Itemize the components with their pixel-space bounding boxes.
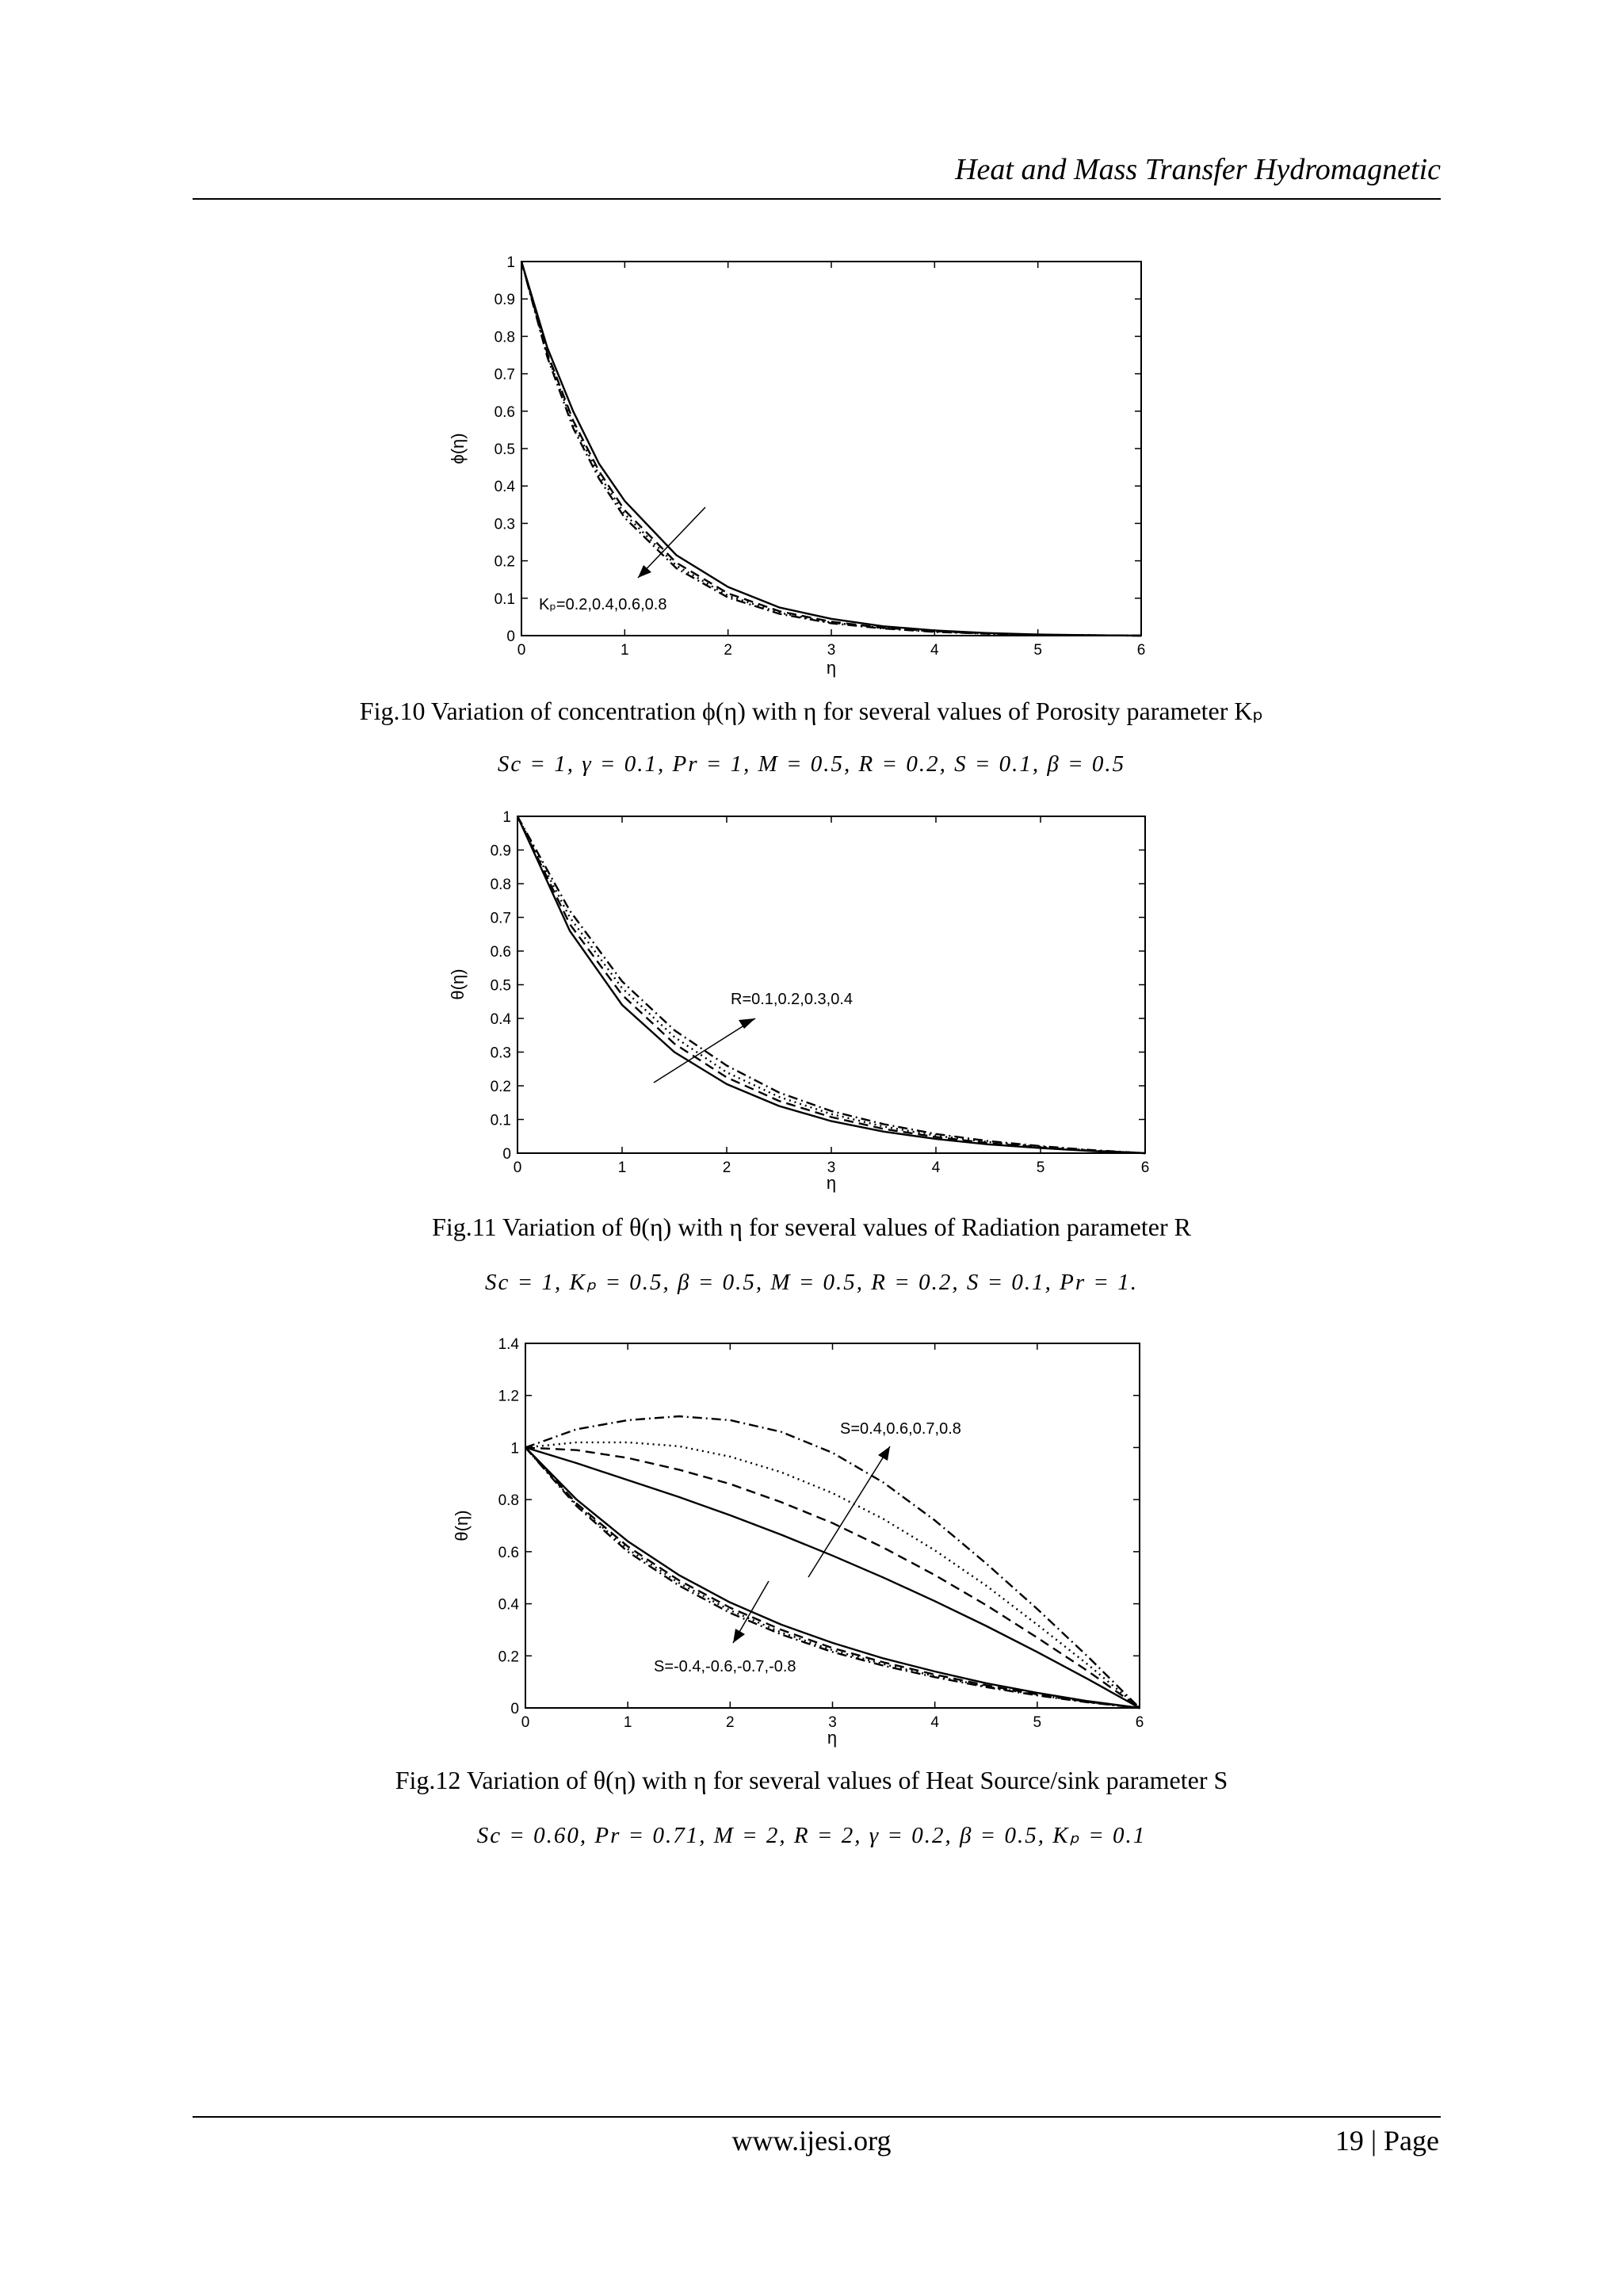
y-tick-label: 0.7 — [494, 366, 515, 384]
y-tick-label: 1.2 — [498, 1388, 519, 1405]
footer-url: www.ijesi.org — [731, 2125, 892, 2157]
x-tick-label: 2 — [724, 642, 732, 659]
y-tick-label: 0.4 — [498, 1596, 519, 1614]
x-tick-label: 5 — [1033, 642, 1042, 659]
x-tick-label: 5 — [1036, 1159, 1045, 1176]
series-line-4 — [517, 816, 1145, 1153]
arrow-head — [878, 1446, 890, 1461]
y-tick-label: 0.8 — [498, 1492, 519, 1510]
x-tick-label: 4 — [930, 1714, 939, 1731]
x-tick-label: 3 — [827, 642, 836, 659]
caption-fig12: Fig.12 Variation of θ(η) with η for several values of Heat Source/sink parameter S — [395, 1766, 1228, 1794]
y-tick-label: 1 — [510, 1440, 519, 1457]
series-line-2 — [521, 262, 1141, 636]
y-tick-label: 0.1 — [494, 590, 515, 608]
arrow-head — [733, 1629, 745, 1643]
y-tick-label: 0.9 — [494, 292, 515, 309]
x-tick-label: 0 — [517, 642, 526, 659]
y-tick-label: 0 — [506, 628, 515, 645]
caption-fig11: Fig.11 Variation of θ(η) with η for several values of Radiation parameter R — [432, 1213, 1191, 1241]
plot-frame — [517, 816, 1145, 1153]
x-tick-label: 1 — [621, 642, 629, 659]
y-tick-label: 0.7 — [490, 910, 511, 927]
y-tick-label: 0.8 — [494, 329, 515, 346]
y-tick-label: 0.2 — [498, 1648, 519, 1666]
y-tick-label: 0.4 — [494, 479, 515, 496]
y-axis-label: θ(η) — [448, 968, 468, 1000]
x-tick-label: 1 — [617, 1159, 627, 1176]
series-line-4 — [525, 1416, 1140, 1708]
y-tick-label: 0.4 — [490, 1011, 511, 1028]
x-axis-label: η — [826, 658, 837, 678]
x-tick-label: 3 — [827, 1159, 836, 1176]
footer-page: 19 | Page — [1335, 2125, 1439, 2157]
y-tick-label: 0.3 — [490, 1045, 511, 1062]
y-tick-label: 0.5 — [494, 441, 515, 458]
x-tick-label: 5 — [1033, 1714, 1042, 1731]
chart-fig12 — [444, 1328, 1189, 1752]
series-line-3 — [517, 816, 1145, 1153]
x-tick-label: 2 — [722, 1159, 731, 1176]
series-line-4 — [521, 262, 1141, 636]
x-axis-label: η — [826, 1173, 837, 1193]
x-tick-label: 0 — [513, 1159, 522, 1176]
series-line-5 — [525, 1447, 1140, 1708]
y-tick-label: 0.6 — [498, 1544, 519, 1561]
caption-fig10: Fig.10 Variation of concentration ϕ(η) with η for several values of Porosity parameter Kₚ — [359, 697, 1264, 725]
annotation-r: R=0.1,0.2,0.3,0.4 — [731, 991, 854, 1008]
x-tick-label: 3 — [828, 1714, 837, 1731]
series-line-6 — [525, 1447, 1140, 1708]
y-tick-label: 1 — [502, 809, 511, 826]
x-tick-label: 1 — [623, 1714, 632, 1731]
x-tick-label: 6 — [1135, 1714, 1144, 1731]
y-tick-label: 0.6 — [494, 403, 515, 421]
running-header: Heat and Mass Transfer Hydromagnetic — [955, 153, 1441, 186]
series-line-8 — [525, 1447, 1140, 1708]
header-rule — [193, 198, 1441, 200]
y-tick-label: 0.1 — [490, 1112, 511, 1129]
chart-fig10 — [444, 250, 1189, 690]
direction-arrow-positive — [808, 1446, 890, 1577]
params-fig12: Sc = 0.60, Pr = 0.71, M = 2, R = 2, γ = 0.2, β = 0.5, Kₚ = 0.1 — [476, 1823, 1147, 1848]
y-tick-label: 0.8 — [490, 877, 511, 893]
y-tick-label: 0.5 — [490, 977, 511, 995]
series-line-7 — [525, 1447, 1140, 1708]
annotation-s-negative: S=-0.4,-0.6,-0.7,-0.8 — [654, 1658, 796, 1675]
x-tick-label: 6 — [1136, 642, 1146, 659]
series-line-1 — [521, 262, 1141, 636]
y-axis-label: ϕ(η) — [448, 433, 468, 464]
params-fig11: Sc = 1, Kₚ = 0.5, β = 0.5, M = 0.5, R = 0.2, S = 0.1, Pr = 1. — [485, 1270, 1138, 1295]
x-tick-label: 2 — [726, 1714, 735, 1731]
y-tick-label: 0.6 — [490, 944, 511, 961]
y-tick-label: 0.2 — [490, 1079, 511, 1095]
plot-frame — [525, 1343, 1140, 1708]
y-tick-label: 0.9 — [490, 842, 511, 860]
x-tick-label: 0 — [521, 1714, 530, 1731]
series-line-3 — [525, 1442, 1140, 1708]
annotation-s-positive: S=0.4,0.6,0.7,0.8 — [840, 1420, 961, 1438]
x-tick-label: 6 — [1140, 1159, 1150, 1176]
chart-fig11 — [444, 800, 1189, 1197]
y-tick-label: 0 — [502, 1146, 511, 1163]
series-line-2 — [517, 816, 1145, 1153]
x-tick-label: 4 — [931, 1159, 941, 1176]
annotation-kp: Kₚ=0.2,0.4,0.6,0.8 — [539, 596, 667, 613]
y-axis-label: θ(η) — [452, 1510, 472, 1541]
params-fig10: Sc = 1, γ = 0.1, Pr = 1, M = 0.5, R = 0.2, S = 0.1, β = 0.5 — [497, 751, 1126, 777]
arrow-head — [638, 565, 651, 578]
y-tick-label: 0.2 — [494, 553, 515, 571]
plot-frame — [521, 262, 1141, 636]
y-tick-label: 0.3 — [494, 516, 515, 533]
footer-rule — [193, 2116, 1441, 2118]
series-line-1 — [525, 1447, 1140, 1708]
series-line-1 — [517, 816, 1145, 1153]
x-axis-label: η — [827, 1728, 838, 1748]
x-tick-label: 4 — [930, 642, 939, 659]
series-line-2 — [525, 1447, 1140, 1708]
series-line-3 — [521, 262, 1141, 636]
y-tick-label: 1.4 — [498, 1336, 519, 1353]
y-tick-label: 0 — [510, 1701, 519, 1717]
y-tick-label: 1 — [506, 254, 515, 271]
